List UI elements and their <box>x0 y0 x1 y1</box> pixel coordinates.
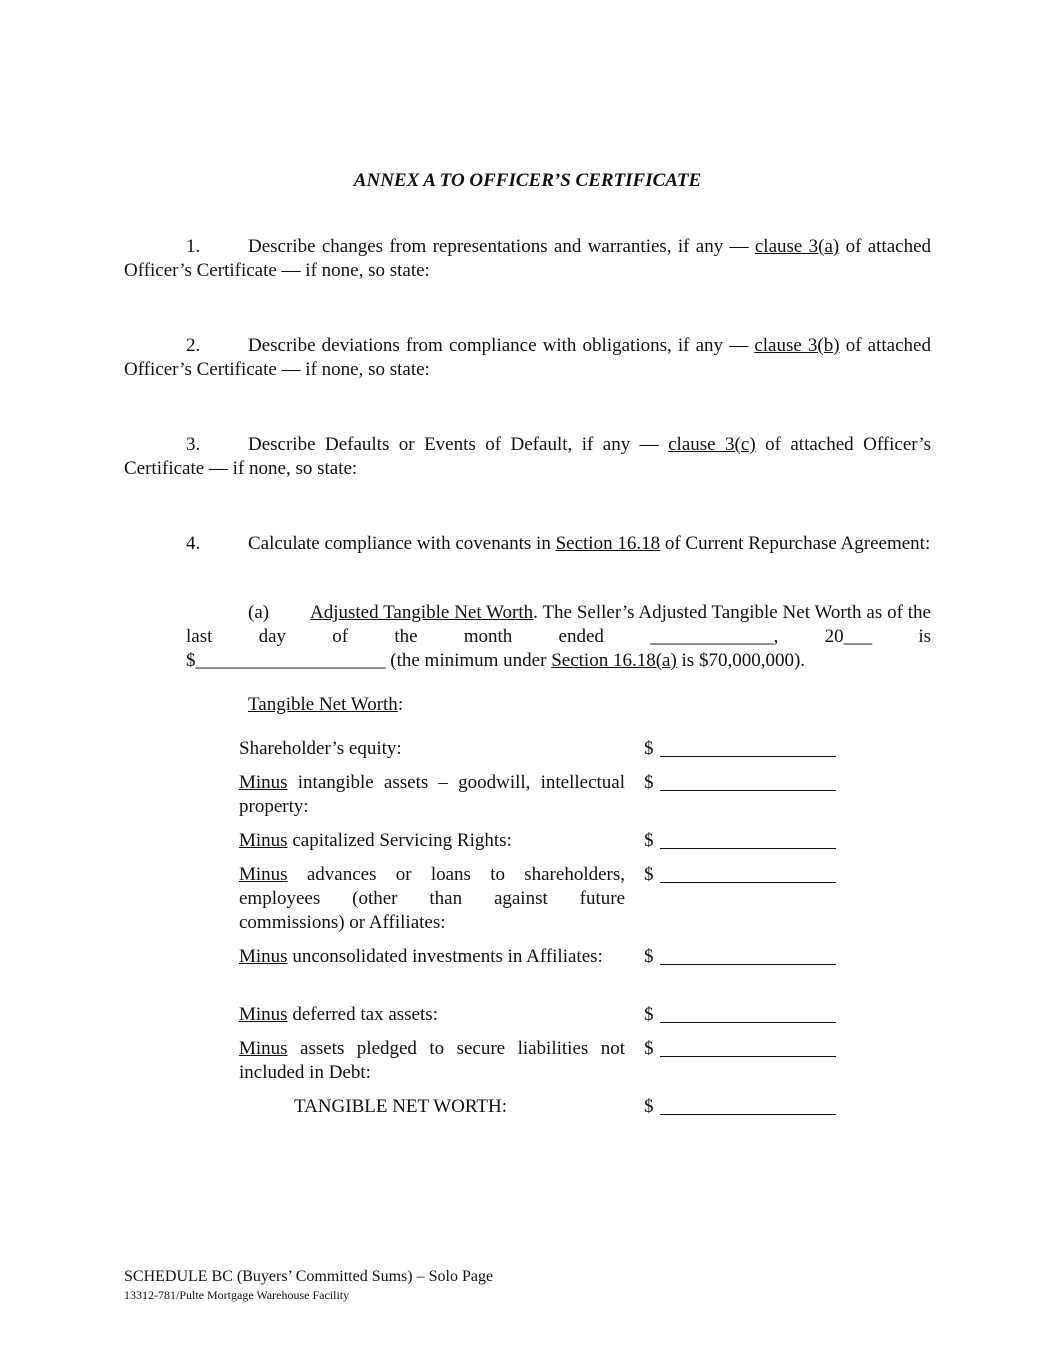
year-prefix: , 20 <box>773 626 844 647</box>
clause-reference: clause 3(a) <box>754 236 840 257</box>
subsection-is: is <box>918 626 932 647</box>
amount-line <box>660 1096 836 1115</box>
month-blank: _____________ <box>650 626 774 647</box>
amount-line <box>660 864 836 883</box>
minus-prefix: Minus <box>239 864 288 885</box>
currency-sign: $ <box>644 1004 654 1025</box>
tnw-heading-text: Tangible Net Worth <box>248 694 398 715</box>
subsection-label: (a) <box>248 602 270 623</box>
currency-sign: $ <box>644 738 654 759</box>
amount-blank: ____________________ <box>195 650 386 671</box>
currency-sign: $ <box>644 1096 654 1117</box>
subsection-text-end: is $70,000,000). <box>676 650 806 671</box>
item-1 <box>124 235 931 283</box>
amount-line <box>660 1004 836 1023</box>
subsection-text-min: (the minimum under <box>385 650 552 671</box>
annex-title: ANNEX A TO OFFICER’S CERTIFICATE <box>353 170 702 191</box>
row-label <box>239 737 625 761</box>
amount-field <box>644 1095 836 1119</box>
clause-reference: clause 3(b) <box>754 335 840 356</box>
row-label-text: deferred tax assets: <box>287 1004 438 1025</box>
amount-line <box>660 830 836 849</box>
amount-field <box>644 863 836 887</box>
item-3 <box>124 433 931 481</box>
minus-prefix: Minus <box>239 1004 288 1025</box>
tnw-heading <box>248 693 403 717</box>
item-text-end: of attached Officer’s Certificate — if none, so state: <box>124 434 932 479</box>
item-number: 4. <box>186 533 201 554</box>
amount-line <box>660 738 836 757</box>
total-label: TANGIBLE NET WORTH: <box>294 1096 507 1117</box>
row-label <box>239 945 625 969</box>
minus-prefix: Minus <box>239 772 288 793</box>
section-reference: Section 16.18(a) <box>551 650 677 671</box>
amount-field <box>644 829 836 853</box>
item-text: Describe deviations from compliance with obligations, if any — <box>248 335 755 356</box>
subsection-line-1 <box>186 601 931 649</box>
row-label <box>239 1003 625 1027</box>
row-label-text: unconsolidated investments in Affiliates: <box>287 946 603 967</box>
row-label-text: assets pledged to secure liabilities not included in Debt: <box>239 1038 625 1083</box>
minus-prefix: Minus <box>239 1038 288 1059</box>
item-text: Describe Defaults or Events of Default, if any — <box>248 434 669 455</box>
amount-line <box>660 772 836 791</box>
item-2 <box>124 334 931 382</box>
amount-line <box>660 1038 836 1057</box>
row-label <box>239 771 625 819</box>
currency-sign: $ <box>644 946 654 967</box>
item-text: Describe changes from representations and warranties, if any — <box>248 236 755 257</box>
dollar-sign: $ <box>186 650 196 671</box>
item-text: Calculate compliance with covenants in <box>248 533 556 554</box>
row-label <box>239 829 625 853</box>
item-text-end: of attached Officer’s Certificate — if none, so state: <box>124 236 931 281</box>
amount-field <box>644 945 836 969</box>
item-text-end: of attached Officer’s Certificate — if none, so state: <box>124 335 931 380</box>
amount-field <box>644 1037 836 1061</box>
subsection-a <box>186 601 931 673</box>
minus-prefix: Minus <box>239 830 288 851</box>
amount-line <box>660 946 836 965</box>
year-blank: ___ <box>843 626 873 647</box>
row-label-text: intangible assets – goodwill, intellectual property: <box>239 772 625 817</box>
clause-reference: clause 3(c) <box>668 434 756 455</box>
item-number: 3. <box>186 434 201 455</box>
row-label <box>239 863 625 935</box>
subsection-text: . The Seller’s Adjusted Tangible Net Worth as of the last day of the month ended <box>186 602 931 647</box>
amount-field <box>644 1003 836 1027</box>
amount-field <box>644 737 836 761</box>
minus-prefix: Minus <box>239 946 288 967</box>
tnw-heading-colon: : <box>397 694 404 715</box>
item-number: 1. <box>186 236 201 257</box>
item-number: 2. <box>186 335 201 356</box>
item-4 <box>124 532 931 556</box>
row-label-text: advances or loans to shareholders, employees (other than against future commissions) or Affiliates: <box>239 864 625 933</box>
row-label-text: capitalized Servicing Rights: <box>287 830 512 851</box>
footer-schedule: SCHEDULE BC (Buyers’ Committed Sums) – Solo Page <box>124 1268 494 1285</box>
currency-sign: $ <box>644 1038 654 1059</box>
section-reference: Section 16.18 <box>555 533 661 554</box>
footer-doc-id: 13312-781/Pulte Mortgage Warehouse Facility <box>124 1288 350 1302</box>
row-label <box>239 1037 625 1085</box>
currency-sign: $ <box>644 830 654 851</box>
subsection-heading: Adjusted Tangible Net Worth <box>310 602 534 623</box>
currency-sign: $ <box>644 864 654 885</box>
amount-field <box>644 771 836 795</box>
item-text-end: of Current Repurchase Agreement: <box>660 533 931 554</box>
row-label-text: Shareholder’s equity: <box>239 738 402 759</box>
currency-sign: $ <box>644 772 654 793</box>
subsection-line-3 <box>186 649 931 673</box>
